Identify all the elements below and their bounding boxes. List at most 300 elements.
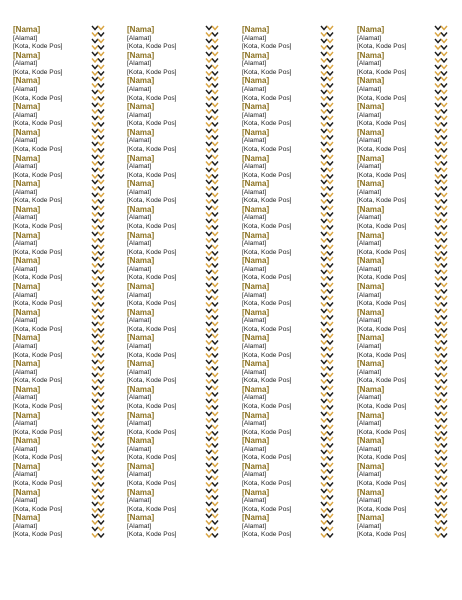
label-name[interactable]: [Nama] (242, 204, 270, 214)
label-city-postcode[interactable]: [Kota, Kode Pos] (242, 402, 292, 410)
address-label (13, 488, 93, 514)
label-name[interactable]: [Nama] (242, 461, 270, 471)
label-text-block (357, 180, 407, 206)
label-name[interactable]: [Nama] (357, 256, 385, 266)
label-name[interactable]: [Nama] (242, 256, 270, 266)
label-name[interactable]: [Nama] (127, 127, 155, 137)
label-name[interactable]: [Nama] (127, 359, 155, 369)
address-label (127, 488, 207, 514)
label-name[interactable]: [Nama] (127, 384, 155, 394)
label-city-postcode[interactable]: [Kota, Kode Pos] (13, 480, 63, 488)
label-city-postcode[interactable]: [Kota, Kode Pos] (357, 274, 407, 282)
label-name[interactable]: [Nama] (242, 25, 270, 34)
label-name[interactable]: [Nama] (13, 333, 41, 343)
label-name[interactable]: [Nama] (13, 204, 41, 214)
label-name[interactable]: [Nama] (127, 153, 155, 163)
label-address[interactable]: [Alamat] (127, 317, 152, 325)
label-city-postcode[interactable]: [Kota, Kode Pos] (13, 120, 63, 128)
label-name[interactable]: [Nama] (13, 153, 41, 163)
label-name[interactable]: [Nama] (357, 204, 385, 214)
label-address[interactable]: [Alamat] (242, 85, 267, 93)
label-city-postcode[interactable]: [Kota, Kode Pos] (357, 351, 407, 359)
chevron-leaf-border-icon (205, 488, 219, 514)
label-address[interactable]: [Alamat] (242, 265, 267, 273)
label-name[interactable]: [Nama] (127, 50, 155, 60)
label-address[interactable]: [Alamat] (242, 342, 267, 350)
label-city-postcode[interactable]: [Kota, Kode Pos] (242, 171, 292, 179)
address-label (127, 308, 207, 334)
label-name[interactable]: [Nama] (127, 256, 155, 266)
label-city-postcode[interactable]: [Kota, Kode Pos] (127, 454, 177, 462)
label-name[interactable]: [Nama] (357, 333, 385, 343)
label-text-block (127, 103, 177, 129)
label-city-postcode[interactable]: [Kota, Kode Pos] (13, 145, 63, 153)
label-city-postcode[interactable]: [Kota, Kode Pos] (357, 300, 407, 308)
label-address[interactable]: [Alamat] (13, 34, 38, 42)
label-city-postcode[interactable]: [Kota, Kode Pos] (127, 223, 177, 231)
label-address[interactable]: [Alamat] (242, 394, 267, 402)
label-name[interactable]: [Nama] (357, 153, 385, 163)
label-address[interactable]: [Alamat] (357, 265, 382, 273)
label-city-postcode[interactable]: [Kota, Kode Pos] (357, 402, 407, 410)
label-name[interactable]: [Nama] (242, 513, 270, 523)
label-name[interactable]: [Nama] (127, 333, 155, 343)
label-address[interactable]: [Alamat] (13, 265, 38, 273)
label-city-postcode[interactable]: [Kota, Kode Pos] (242, 377, 292, 385)
label-address[interactable]: [Alamat] (127, 394, 152, 402)
label-name[interactable]: [Nama] (357, 179, 385, 189)
label-city-postcode[interactable]: [Kota, Kode Pos] (127, 120, 177, 128)
label-address[interactable]: [Alamat] (127, 291, 152, 299)
address-label (127, 436, 207, 462)
label-address[interactable]: [Alamat] (127, 111, 152, 119)
label-name[interactable]: [Nama] (242, 384, 270, 394)
label-city-postcode[interactable]: [Kota, Kode Pos] (242, 300, 292, 308)
label-city-postcode[interactable]: [Kota, Kode Pos] (13, 531, 63, 539)
label-city-postcode[interactable]: [Kota, Kode Pos] (127, 94, 177, 102)
label-city-postcode[interactable]: [Kota, Kode Pos] (357, 428, 407, 436)
label-address[interactable]: [Alamat] (13, 497, 38, 505)
label-text-block (242, 77, 292, 103)
label-address[interactable]: [Alamat] (127, 240, 152, 248)
label-address[interactable]: [Alamat] (357, 85, 382, 93)
label-name[interactable]: [Nama] (242, 127, 270, 137)
label-address[interactable]: [Alamat] (357, 188, 382, 196)
label-city-postcode[interactable]: [Kota, Kode Pos] (13, 454, 63, 462)
label-city-postcode[interactable]: [Kota, Kode Pos] (242, 248, 292, 256)
label-address[interactable]: [Alamat] (13, 85, 38, 93)
address-label (127, 128, 207, 154)
label-address[interactable]: [Alamat] (242, 420, 267, 428)
label-city-postcode[interactable]: [Kota, Kode Pos] (13, 300, 63, 308)
chevron-leaf-border-icon (91, 51, 105, 77)
label-name[interactable]: [Nama] (13, 102, 41, 112)
label-address[interactable]: [Alamat] (127, 342, 152, 350)
label-address[interactable]: [Alamat] (127, 188, 152, 196)
label-city-postcode[interactable]: [Kota, Kode Pos] (127, 171, 177, 179)
label-address[interactable]: [Alamat] (13, 188, 38, 196)
label-address[interactable]: [Alamat] (242, 214, 267, 222)
label-address[interactable]: [Alamat] (242, 471, 267, 479)
label-text-block (242, 26, 292, 52)
label-name[interactable]: [Nama] (13, 359, 41, 369)
label-address[interactable]: [Alamat] (357, 137, 382, 145)
label-text-block (242, 334, 292, 360)
label-name[interactable]: [Nama] (127, 204, 155, 214)
label-address[interactable]: [Alamat] (242, 497, 267, 505)
label-city-postcode[interactable]: [Kota, Kode Pos] (242, 197, 292, 205)
label-address[interactable]: [Alamat] (13, 137, 38, 145)
label-text-block (242, 257, 292, 283)
label-address[interactable]: [Alamat] (357, 111, 382, 119)
label-name[interactable]: [Nama] (13, 50, 41, 60)
label-city-postcode[interactable]: [Kota, Kode Pos] (242, 351, 292, 359)
address-label (13, 154, 93, 180)
label-address[interactable]: [Alamat] (127, 368, 152, 376)
label-text-block (127, 26, 177, 52)
label-address[interactable]: [Alamat] (357, 368, 382, 376)
address-label (127, 102, 207, 128)
address-label (357, 179, 437, 205)
label-address[interactable]: [Alamat] (357, 291, 382, 299)
label-city-postcode[interactable]: [Kota, Kode Pos] (357, 171, 407, 179)
label-address[interactable]: [Alamat] (357, 317, 382, 325)
label-city-postcode[interactable]: [Kota, Kode Pos] (127, 197, 177, 205)
label-address[interactable]: [Alamat] (242, 522, 267, 530)
label-text-block (357, 309, 407, 335)
label-address[interactable]: [Alamat] (127, 522, 152, 530)
label-name[interactable]: [Nama] (13, 25, 41, 34)
label-city-postcode[interactable]: [Kota, Kode Pos] (357, 531, 407, 539)
label-city-postcode[interactable]: [Kota, Kode Pos] (127, 377, 177, 385)
label-text-block (13, 232, 63, 258)
label-city-postcode[interactable]: [Kota, Kode Pos] (13, 325, 63, 333)
label-address[interactable]: [Alamat] (357, 445, 382, 453)
label-name[interactable]: [Nama] (13, 384, 41, 394)
label-city-postcode[interactable]: [Kota, Kode Pos] (357, 480, 407, 488)
label-name[interactable]: [Nama] (242, 282, 270, 291)
label-name[interactable]: [Nama] (357, 461, 385, 471)
label-text-block (13, 52, 63, 78)
label-address[interactable]: [Alamat] (13, 522, 38, 530)
label-city-postcode[interactable]: [Kota, Kode Pos] (13, 402, 63, 410)
label-text-block (242, 52, 292, 78)
label-name[interactable]: [Nama] (242, 153, 270, 163)
label-text-block (13, 360, 63, 386)
label-city-postcode[interactable]: [Kota, Kode Pos] (357, 43, 407, 51)
address-label (242, 436, 322, 462)
label-name[interactable]: [Nama] (242, 410, 270, 420)
address-label (357, 359, 437, 385)
label-name[interactable]: [Nama] (357, 359, 385, 369)
label-address[interactable]: [Alamat] (357, 60, 382, 68)
address-label (127, 462, 207, 488)
label-address[interactable]: [Alamat] (357, 497, 382, 505)
label-text-block (127, 52, 177, 78)
label-name[interactable]: [Nama] (242, 333, 270, 343)
label-address[interactable]: [Alamat] (357, 34, 382, 42)
label-address[interactable]: [Alamat] (357, 471, 382, 479)
chevron-leaf-border-icon (434, 385, 448, 411)
label-address[interactable]: [Alamat] (357, 214, 382, 222)
label-address[interactable]: [Alamat] (242, 60, 267, 68)
label-city-postcode[interactable]: [Kota, Kode Pos] (127, 248, 177, 256)
label-address[interactable]: [Alamat] (242, 368, 267, 376)
label-text-block (127, 386, 177, 412)
label-address[interactable]: [Alamat] (357, 394, 382, 402)
label-name[interactable]: [Nama] (127, 102, 155, 112)
chevron-leaf-border-icon (434, 51, 448, 77)
address-label (242, 488, 322, 514)
label-city-postcode[interactable]: [Kota, Kode Pos] (13, 68, 63, 76)
address-label (357, 205, 437, 231)
label-address[interactable]: [Alamat] (13, 60, 38, 68)
label-city-postcode[interactable]: [Kota, Kode Pos] (242, 325, 292, 333)
label-city-postcode[interactable]: [Kota, Kode Pos] (127, 480, 177, 488)
label-text-block (13, 309, 63, 335)
chevron-leaf-border-icon (91, 462, 105, 488)
label-address[interactable]: [Alamat] (242, 317, 267, 325)
label-text-block (357, 232, 407, 258)
label-name[interactable]: [Nama] (13, 410, 41, 420)
label-name[interactable]: [Nama] (242, 436, 270, 446)
label-text-block (242, 437, 292, 463)
label-address[interactable]: [Alamat] (242, 188, 267, 196)
label-address[interactable]: [Alamat] (13, 368, 38, 376)
address-label (242, 462, 322, 488)
label-address[interactable]: [Alamat] (127, 265, 152, 273)
label-address[interactable]: [Alamat] (242, 163, 267, 171)
address-label (13, 76, 93, 102)
label-name[interactable]: [Nama] (357, 230, 385, 240)
label-address[interactable]: [Alamat] (13, 214, 38, 222)
label-city-postcode[interactable]: [Kota, Kode Pos] (357, 248, 407, 256)
label-address[interactable]: [Alamat] (127, 163, 152, 171)
label-city-postcode[interactable]: [Kota, Kode Pos] (242, 43, 292, 51)
label-city-postcode[interactable]: [Kota, Kode Pos] (357, 505, 407, 513)
label-text-block (357, 489, 407, 515)
label-name[interactable]: [Nama] (242, 102, 270, 112)
label-name[interactable]: [Nama] (242, 50, 270, 60)
label-address[interactable]: [Alamat] (13, 445, 38, 453)
address-label (357, 488, 437, 514)
label-name[interactable]: [Nama] (357, 127, 385, 137)
label-name[interactable]: [Nama] (13, 513, 41, 523)
label-name[interactable]: [Nama] (13, 307, 41, 317)
label-text-block (357, 206, 407, 232)
label-name[interactable]: [Nama] (357, 410, 385, 420)
label-text-block (13, 77, 63, 103)
label-city-postcode[interactable]: [Kota, Kode Pos] (13, 248, 63, 256)
label-name[interactable]: [Nama] (127, 410, 155, 420)
label-text-block (127, 437, 177, 463)
label-address[interactable]: [Alamat] (357, 420, 382, 428)
label-city-postcode[interactable]: [Kota, Kode Pos] (127, 274, 177, 282)
label-city-postcode[interactable]: [Kota, Kode Pos] (13, 197, 63, 205)
chevron-leaf-border-icon (434, 359, 448, 385)
address-label (242, 359, 322, 385)
address-label (13, 333, 93, 359)
label-name[interactable]: [Nama] (127, 25, 155, 34)
label-city-postcode[interactable]: [Kota, Kode Pos] (127, 43, 177, 51)
label-city-postcode[interactable]: [Kota, Kode Pos] (242, 428, 292, 436)
label-city-postcode[interactable]: [Kota, Kode Pos] (242, 480, 292, 488)
label-address[interactable]: [Alamat] (357, 522, 382, 530)
label-text-block (242, 386, 292, 412)
label-address[interactable]: [Alamat] (357, 240, 382, 248)
label-name[interactable]: [Nama] (127, 179, 155, 189)
label-name[interactable]: [Nama] (13, 256, 41, 266)
label-city-postcode[interactable]: [Kota, Kode Pos] (127, 351, 177, 359)
label-text-block (13, 26, 63, 52)
label-city-postcode[interactable]: [Kota, Kode Pos] (127, 505, 177, 513)
label-address[interactable]: [Alamat] (127, 471, 152, 479)
label-name[interactable]: [Nama] (357, 307, 385, 317)
label-address[interactable]: [Alamat] (242, 34, 267, 42)
label-address[interactable]: [Alamat] (13, 317, 38, 325)
chevron-leaf-border-icon (320, 488, 334, 514)
label-name[interactable]: [Nama] (13, 179, 41, 189)
label-name[interactable]: [Nama] (357, 25, 385, 34)
label-city-postcode[interactable]: [Kota, Kode Pos] (357, 197, 407, 205)
label-city-postcode[interactable]: [Kota, Kode Pos] (13, 94, 63, 102)
address-label (13, 205, 93, 231)
chevron-leaf-border-icon (91, 333, 105, 359)
label-address[interactable]: [Alamat] (13, 240, 38, 248)
label-address[interactable]: [Alamat] (127, 420, 152, 428)
label-city-postcode[interactable]: [Kota, Kode Pos] (13, 377, 63, 385)
label-name[interactable]: [Nama] (13, 282, 41, 291)
label-name[interactable]: [Nama] (357, 282, 385, 291)
label-city-postcode[interactable]: [Kota, Kode Pos] (242, 120, 292, 128)
label-city-postcode[interactable]: [Kota, Kode Pos] (242, 454, 292, 462)
label-city-postcode[interactable]: [Kota, Kode Pos] (13, 171, 63, 179)
label-name[interactable]: [Nama] (127, 76, 155, 86)
label-name[interactable]: [Nama] (242, 76, 270, 86)
label-name[interactable]: [Nama] (13, 76, 41, 86)
label-name[interactable]: [Nama] (13, 487, 41, 497)
label-name[interactable]: [Nama] (357, 384, 385, 394)
label-address[interactable]: [Alamat] (13, 420, 38, 428)
label-city-postcode[interactable]: [Kota, Kode Pos] (357, 145, 407, 153)
label-name[interactable]: [Nama] (13, 436, 41, 446)
label-city-postcode[interactable]: [Kota, Kode Pos] (357, 94, 407, 102)
label-city-postcode[interactable]: [Kota, Kode Pos] (13, 223, 63, 231)
label-city-postcode[interactable]: [Kota, Kode Pos] (13, 505, 63, 513)
label-city-postcode[interactable]: [Kota, Kode Pos] (357, 68, 407, 76)
label-name[interactable]: [Nama] (127, 307, 155, 317)
label-address[interactable]: [Alamat] (242, 240, 267, 248)
label-city-postcode[interactable]: [Kota, Kode Pos] (242, 274, 292, 282)
label-city-postcode[interactable]: [Kota, Kode Pos] (242, 505, 292, 513)
label-city-postcode[interactable]: [Kota, Kode Pos] (13, 274, 63, 282)
label-city-postcode[interactable]: [Kota, Kode Pos] (127, 300, 177, 308)
label-address[interactable]: [Alamat] (13, 111, 38, 119)
label-address[interactable]: [Alamat] (357, 342, 382, 350)
label-city-postcode[interactable]: [Kota, Kode Pos] (357, 377, 407, 385)
label-name[interactable]: [Nama] (13, 127, 41, 137)
label-address[interactable]: [Alamat] (242, 137, 267, 145)
label-city-postcode[interactable]: [Kota, Kode Pos] (127, 325, 177, 333)
label-name[interactable]: [Nama] (357, 436, 385, 446)
address-label (357, 231, 437, 257)
label-name[interactable]: [Nama] (127, 436, 155, 446)
label-city-postcode[interactable]: [Kota, Kode Pos] (357, 325, 407, 333)
label-city-postcode[interactable]: [Kota, Kode Pos] (242, 68, 292, 76)
label-city-postcode[interactable]: [Kota, Kode Pos] (357, 223, 407, 231)
label-name[interactable]: [Nama] (357, 50, 385, 60)
label-city-postcode[interactable]: [Kota, Kode Pos] (13, 43, 63, 51)
label-address[interactable]: [Alamat] (242, 111, 267, 119)
label-city-postcode[interactable]: [Kota, Kode Pos] (242, 94, 292, 102)
label-name[interactable]: [Nama] (242, 487, 270, 497)
label-name[interactable]: [Nama] (13, 230, 41, 240)
label-address[interactable]: [Alamat] (13, 342, 38, 350)
label-address[interactable]: [Alamat] (242, 445, 267, 453)
chevron-leaf-border-icon (205, 411, 219, 437)
label-city-postcode[interactable]: [Kota, Kode Pos] (127, 145, 177, 153)
label-city-postcode[interactable]: [Kota, Kode Pos] (13, 351, 63, 359)
label-city-postcode[interactable]: [Kota, Kode Pos] (127, 68, 177, 76)
label-name[interactable]: [Nama] (357, 102, 385, 112)
label-address[interactable]: [Alamat] (13, 471, 38, 479)
label-address[interactable]: [Alamat] (13, 163, 38, 171)
label-address[interactable]: [Alamat] (127, 445, 152, 453)
label-city-postcode[interactable]: [Kota, Kode Pos] (242, 145, 292, 153)
label-address[interactable]: [Alamat] (127, 60, 152, 68)
label-city-postcode[interactable]: [Kota, Kode Pos] (127, 531, 177, 539)
label-text-block (13, 180, 63, 206)
label-name[interactable]: [Nama] (242, 230, 270, 240)
label-name[interactable]: [Nama] (357, 76, 385, 86)
label-city-postcode[interactable]: [Kota, Kode Pos] (242, 223, 292, 231)
label-city-postcode[interactable]: [Kota, Kode Pos] (357, 454, 407, 462)
address-label (242, 205, 322, 231)
label-name[interactable]: [Nama] (242, 179, 270, 189)
label-address[interactable]: [Alamat] (127, 34, 152, 42)
label-name[interactable]: [Nama] (127, 487, 155, 497)
chevron-leaf-border-icon (320, 308, 334, 334)
label-city-postcode[interactable]: [Kota, Kode Pos] (242, 531, 292, 539)
label-address[interactable]: [Alamat] (127, 137, 152, 145)
label-city-postcode[interactable]: [Kota, Kode Pos] (127, 402, 177, 410)
label-text-block (13, 155, 63, 181)
label-name[interactable]: [Nama] (357, 513, 385, 523)
label-address[interactable]: [Alamat] (242, 291, 267, 299)
label-name[interactable]: [Nama] (242, 359, 270, 369)
label-address[interactable]: [Alamat] (127, 497, 152, 505)
label-name[interactable]: [Nama] (127, 461, 155, 471)
label-address[interactable]: [Alamat] (13, 394, 38, 402)
label-address[interactable]: [Alamat] (357, 163, 382, 171)
chevron-leaf-border-icon (205, 282, 219, 308)
label-address[interactable]: [Alamat] (127, 85, 152, 93)
label-name[interactable]: [Nama] (357, 487, 385, 497)
label-address[interactable]: [Alamat] (127, 214, 152, 222)
label-address[interactable]: [Alamat] (13, 291, 38, 299)
label-name[interactable]: [Nama] (127, 282, 155, 291)
chevron-leaf-border-icon (434, 128, 448, 154)
label-name[interactable]: [Nama] (127, 513, 155, 523)
address-label (127, 513, 207, 539)
label-name[interactable]: [Nama] (127, 230, 155, 240)
label-city-postcode[interactable]: [Kota, Kode Pos] (127, 428, 177, 436)
label-city-postcode[interactable]: [Kota, Kode Pos] (13, 428, 63, 436)
label-city-postcode[interactable]: [Kota, Kode Pos] (357, 120, 407, 128)
label-name[interactable]: [Nama] (242, 307, 270, 317)
address-label (357, 308, 437, 334)
label-name[interactable]: [Nama] (13, 461, 41, 471)
